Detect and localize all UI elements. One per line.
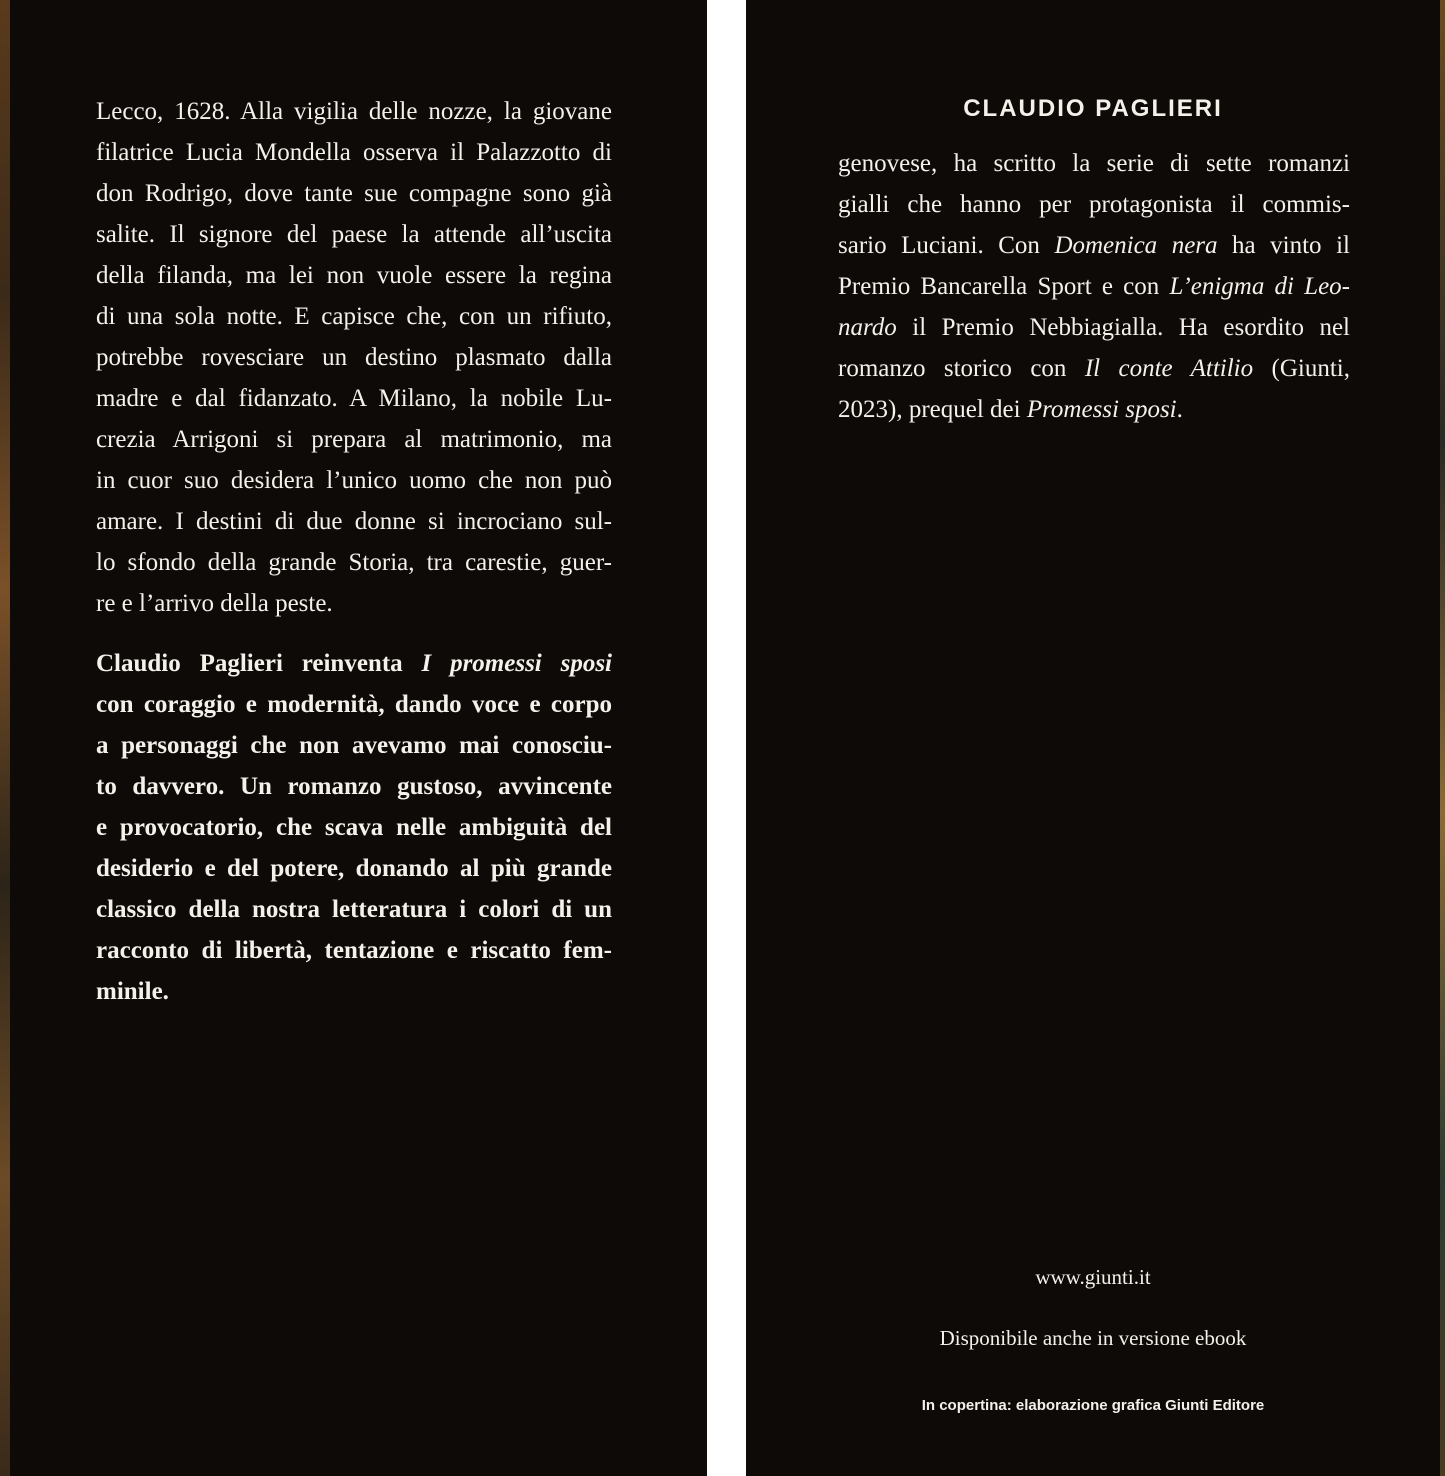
book-title-italic: I promessi sposi bbox=[421, 650, 612, 677]
bio-text: il Premio Nebbiagialla. Ha esordito nel bbox=[896, 314, 1350, 341]
bio-text: sario Luciani. Con bbox=[838, 232, 1055, 259]
flap-gutter bbox=[707, 0, 746, 1476]
bio-text: 2023), prequel dei bbox=[838, 396, 1027, 423]
blurb-line: a personaggi che non avevamo mai conosciu- bbox=[96, 732, 612, 759]
bio-line bbox=[838, 389, 1350, 430]
title-conte-attilio: Il conte Attilio bbox=[1084, 355, 1254, 382]
synopsis bbox=[96, 91, 612, 624]
blurb-line bbox=[96, 643, 612, 684]
bio-line bbox=[838, 307, 1350, 348]
bio-line: gialli che hanno per protagonista il commis- bbox=[838, 191, 1350, 218]
blurb-line: minile. bbox=[96, 978, 169, 1005]
synopsis-line: Lecco, 1628. Alla vigilia delle nozze, la giovane bbox=[96, 98, 612, 125]
author-name-heading: CLAUDIO PAGLIERI bbox=[963, 95, 1223, 122]
bio-text: . bbox=[1176, 396, 1183, 423]
left-flap bbox=[10, 0, 707, 1476]
cover-credit: In copertina: elaborazione grafica Giunti Editore bbox=[921, 1397, 1265, 1414]
cover-art-edge-right bbox=[1440, 0, 1445, 1476]
blurb-author: Claudio Paglieri reinventa bbox=[96, 650, 422, 677]
blurb-line: to davvero. Un romanzo gustoso, avvincente bbox=[96, 773, 612, 800]
blurb-line: classico della nostra letteratura i colori di un bbox=[96, 896, 612, 923]
author-bio bbox=[838, 143, 1350, 430]
synopsis-line: madre e dal fidanzato. A Milano, la nobile Lu- bbox=[96, 385, 612, 412]
ebook-availability: Disponibile anche in versione ebook bbox=[939, 1326, 1247, 1350]
synopsis-line: potrebbe rovesciare un destino plasmato dalla bbox=[96, 344, 612, 371]
synopsis-line: della filanda, ma lei non vuole essere la regina bbox=[96, 262, 612, 289]
bio-text: romanzo storico con bbox=[838, 355, 1085, 382]
bio-line bbox=[838, 225, 1350, 266]
synopsis-line: amare. I destini di due donne si incrociano sul- bbox=[96, 508, 612, 535]
right-flap bbox=[746, 0, 1440, 1476]
bio-text: ha vinto il bbox=[1217, 232, 1350, 259]
title-enigma-leonardo-cont: nardo bbox=[838, 314, 897, 341]
synopsis-line: re e l’arrivo della peste. bbox=[96, 590, 333, 617]
publisher-website[interactable]: www.giunti.it bbox=[1035, 1265, 1151, 1289]
bio-line bbox=[838, 348, 1350, 389]
bio-text: Premio Bancarella Sport e con bbox=[838, 273, 1170, 300]
cover-art-edge-left bbox=[0, 0, 10, 1476]
title-enigma-leonardo: L’enigma di Leo- bbox=[1169, 273, 1350, 300]
bio-line bbox=[838, 266, 1350, 307]
synopsis-line: salite. Il signore del paese la attende all’uscita bbox=[96, 221, 612, 248]
synopsis-line: lo sfondo della grande Storia, tra carestie, guer- bbox=[96, 549, 612, 576]
blurb bbox=[96, 643, 612, 1012]
blurb-line: desiderio e del potere, donando al più grande bbox=[96, 855, 612, 882]
bio-line: genovese, ha scritto la serie di sette romanzi bbox=[838, 150, 1350, 177]
title-domenica-nera: Domenica nera bbox=[1054, 232, 1218, 259]
bio-text: (Giunti, bbox=[1253, 355, 1350, 382]
blurb-line: racconto di libertà, tentazione e riscatto fem- bbox=[96, 937, 612, 964]
synopsis-line: filatrice Lucia Mondella osserva il Palazzotto di bbox=[96, 139, 612, 166]
synopsis-line: don Rodrigo, dove tante sue compagne sono già bbox=[96, 180, 612, 207]
synopsis-line: di una sola notte. E capisce che, con un rifiuto, bbox=[96, 303, 612, 330]
blurb-line: con coraggio e modernità, dando voce e corpo bbox=[96, 691, 612, 718]
blurb-line: e provocatorio, che scava nelle ambiguità del bbox=[96, 814, 612, 841]
synopsis-line: crezia Arrigoni si prepara al matrimonio, ma bbox=[96, 426, 612, 453]
title-promessi-sposi: Promessi sposi bbox=[1026, 396, 1177, 423]
synopsis-line: in cuor suo desidera l’unico uomo che non può bbox=[96, 467, 612, 494]
